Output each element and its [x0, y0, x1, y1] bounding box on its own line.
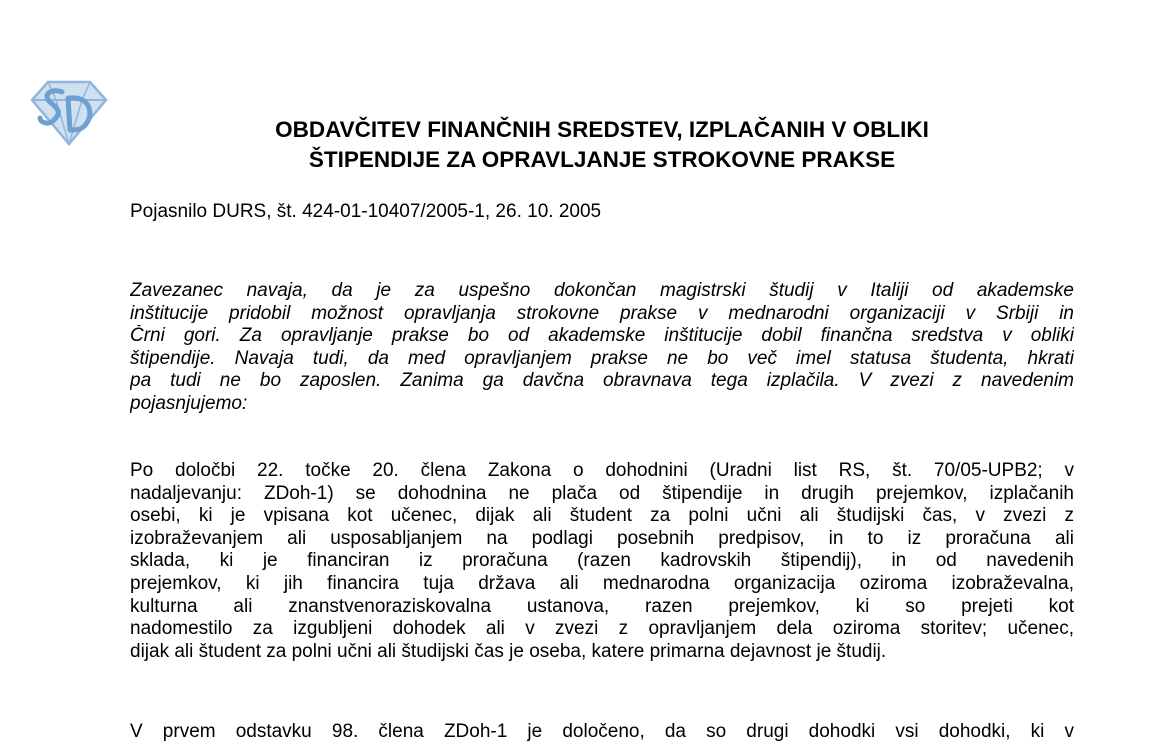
- text-line: nadomestilo za izgubljeni dohodek ali v zvezi z opravljanjem dela oziroma storitev; učenec,: [130, 618, 1074, 640]
- paragraph-continuation: [130, 721, 1074, 743]
- text-line: nadaljevanju: ZDoh-1) se dohodnina ne plača od štipendije in drugih prejemkov, izplačanih: [130, 482, 1074, 504]
- text-line: osebi, ki je vpisana kot učenec, dijak ali študent za polni učni ali študijski čas, v zvezi z: [130, 505, 1074, 527]
- text-line: štipendije. Navaja tudi, da med opravljanjem prakse ne bo več imel statusa študenta, hkrati: [130, 347, 1074, 369]
- text-line: V prvem odstavku 98. člena ZDoh-1 je določeno, da so drugi dohodki vsi dohodki, ki v: [130, 721, 1074, 742]
- title-line: ŠTIPENDIJE ZA OPRAVLJANJE STROKOVNE PRAKSE: [308, 147, 896, 172]
- text-line: kulturna ali znanstvenoraziskovalna ustanova, razen prejemkov, ki so prejeti kot: [130, 595, 1074, 617]
- paragraph-answer: [130, 460, 1074, 663]
- paragraph-question: [130, 280, 1074, 416]
- document-title: [130, 115, 1074, 175]
- text-line: izobraževanjem ali usposabljanjem na podlagi posebnih predpisov, in to iz proračuna ali: [130, 527, 1074, 549]
- text-line: prejemkov, ki jih financira tuja država ali mednarodna organizacija oziroma izobraževalna,: [130, 572, 1074, 594]
- document-reference: Pojasnilo DURS, št. 424-01-10407/2005-1, 26. 10. 2005: [130, 201, 602, 222]
- text-line: Po določbi 22. točke 20. člena Zakona o dohodnini (Uradni list RS, št. 70/05-UPB2; v: [130, 460, 1074, 481]
- text-line: inštitucije pridobil možnost opravljanja strokovne prakse v mednarodni organizaciji v Srbiji in: [130, 302, 1074, 324]
- text-line: Črni gori. Za opravljanje prakse bo od akademske inštitucije dobil finančna sredstva v obliki: [130, 325, 1074, 347]
- text-line: dijak ali študent za polni učni ali študijski čas je oseba, katere primarna dejavnost je študij.: [130, 640, 887, 662]
- sd-diamond-logo-icon: [28, 78, 110, 148]
- text-line: sklada, ki je financiran iz proračuna (razen kadrovskih štipendij), in od navedenih: [130, 550, 1074, 572]
- text-line: pojasnjujemo:: [130, 392, 248, 414]
- text-line: pa tudi ne bo zaposlen. Zanima ga davčna obravnava tega izplačila. V zvezi z navedenim: [130, 370, 1074, 392]
- title-line: OBDAVČITEV FINANČNIH SREDSTEV, IZPLAČANIH V OBLIKI: [275, 117, 929, 142]
- text-line: Zavezanec navaja, da je za uspešno dokončan magistrski študij v Italiji od akademske: [130, 280, 1074, 301]
